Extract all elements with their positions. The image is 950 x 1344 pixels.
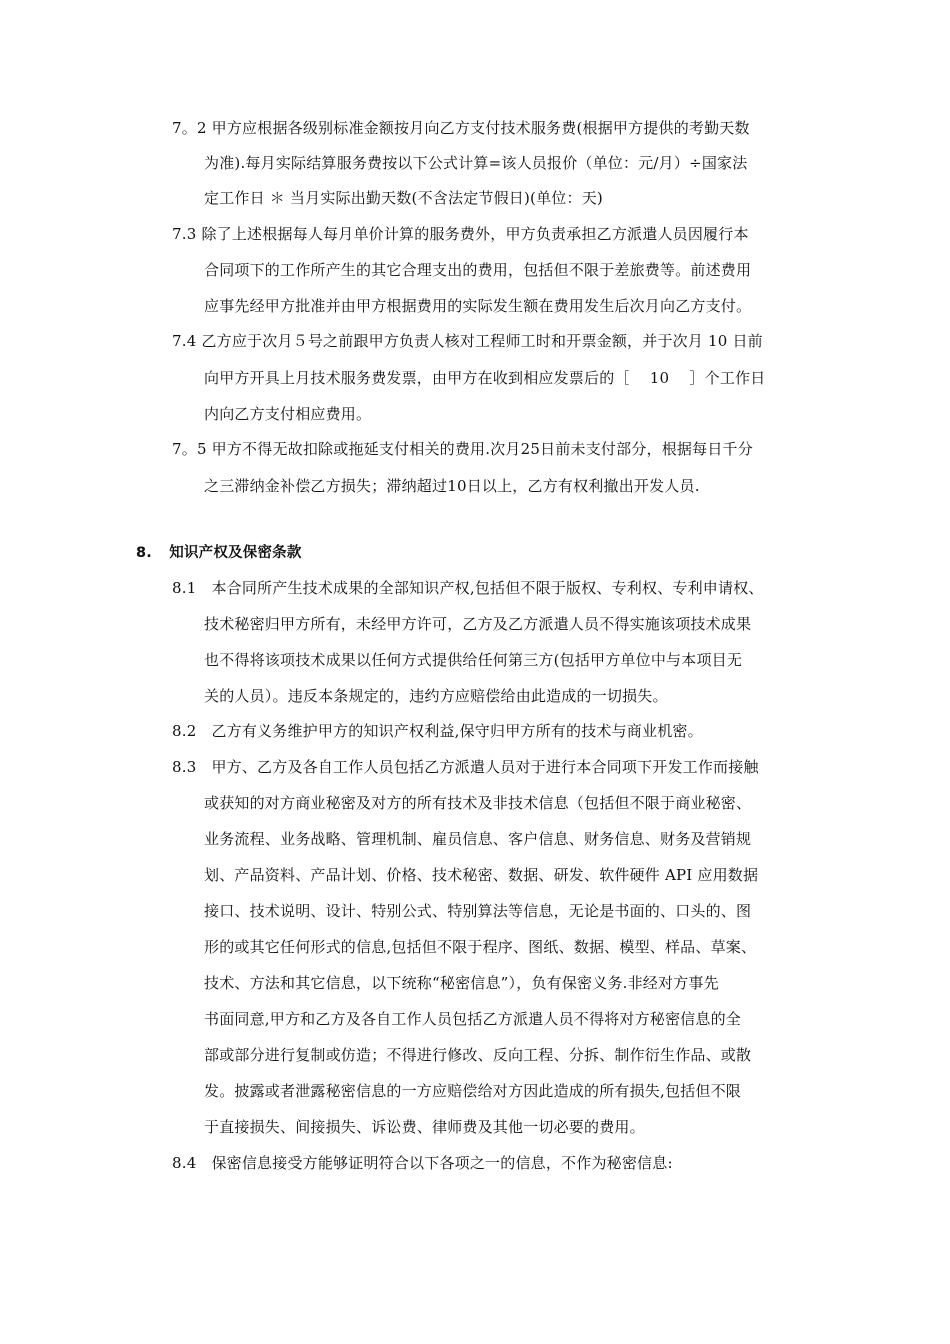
clause-number: 7.4 [172,332,197,350]
section-8-heading [136,543,302,563]
clause-8-3-line-8: 书面同意,甲方和乙方及各自工作人员包括乙方派遣人员不得将对方秘密信息的全 [204,1010,741,1028]
clause-number: 7.3 [172,225,197,243]
clause-number: 7。2 [172,119,207,137]
clause-8-3-line-4: 划、产品资料、产品计划、价格、技术秘密、数据、研发、软件硬件 API 应用数据 [204,866,759,884]
clause-7-2-line-1 [172,118,750,138]
clause-number: 8.3 [172,758,197,776]
section-title: 知识产权及保密条款 [169,545,302,561]
clause-8-1-line-1 [172,578,764,598]
clause-text: 甲方不得无故扣除或拖延支付相关的费用.次月25日前未支付部分，根据每日千分 [211,440,753,458]
clause-8-3-line-5: 接口、技术说明、设计、特别公式、特别算法等信息，无论是书面的、口头的、图 [204,902,752,920]
clause-text: 甲方应根据各级别标准金额按月向乙方支付技术服务费(根据甲方提供的考勤天数 [211,119,750,137]
clause-8-4-line-1 [172,1153,673,1173]
clause-text: 本合同所产生技术成果的全部知识产权,包括但不限于版权、专利权、专利申请权、 [211,579,764,597]
clause-text: 甲方、乙方及各自工作人员包括乙方派遣人员对于进行本合同项下开发工作而接触 [211,758,759,776]
clause-8-1-line-2: 技术秘密归甲方所有，未经甲方许可，乙方及乙方派遣人员不得实施该项技术成果 [204,615,752,633]
clause-7-2-line-3: 定工作日 ＊ 当月实际出勤天数(不含法定节假日)(单位：天) [204,189,603,207]
clause-text: 除了上述根据每人每月单价计算的服务费外，甲方负责承担乙方派遣人员因履行本 [201,225,749,243]
section-number: 8. [136,545,152,561]
clause-number: 8.4 [172,1154,197,1172]
clause-text: 乙方应于次月５号之前跟甲方负责人核对工程师工时和开票金额，并于次月 10 日前 [201,332,763,350]
clause-8-2-line-1 [172,721,703,741]
clause-number: 8.1 [172,579,197,597]
clause-7-2-line-2: 为准).每月实际结算服务费按以下公式计算=该人员报价（单位：元/月）÷国家法 [204,154,748,172]
clause-8-1-line-3: 也不得将该项技术成果以任何方式提供给任何第三方(包括甲方单位中与本项目无 [204,651,743,669]
clause-number: 8.2 [172,722,197,740]
clause-7-3-line-3: 应事先经甲方批准并由甲方根据费用的实际发生额在费用发生后次月向乙方支付。 [204,297,752,315]
clause-text: 乙方有义务维护甲方的知识产权利益,保守归甲方所有的技术与商业机密。 [211,722,703,740]
clause-8-3-line-9: 部或部分进行复制或仿造；不得进行修改、反向工程、分拆、制作衍生作品、或散 [204,1046,752,1064]
clause-7-5-line-2: 之三滞纳金补偿乙方损失；滞纳超过10日以上，乙方有权利撤出开发人员. [204,477,700,495]
clause-8-3-line-7: 技术、方法和其它信息，以下统称“秘密信息”），负有保密义务.非经对方事先 [204,974,719,992]
clause-8-3-line-11: 于直接损失、间接损失、诉讼费、律师费及其他一切必要的费用。 [204,1118,645,1136]
clause-7-3-line-2: 合同项下的工作所产生的其它合理支出的费用，包括但不限于差旅费等。前述费用 [204,261,752,279]
clause-text: 保密信息接受方能够证明符合以下各项之一的信息，不作为秘密信息: [211,1154,673,1172]
clause-8-3-line-10: 发。披露或者泄露秘密信息的一方应赔偿给对方因此造成的所有损失,包括但不限 [204,1082,741,1100]
clause-8-3-line-2: 或获知的对方商业秘密及对方的所有技术及非技术信息（包括但不限于商业秘密、 [204,794,752,812]
clause-7-5-line-1 [172,439,753,459]
clause-8-3-line-3: 业务流程、业务战略、管理机制、雇员信息、客户信息、财务信息、财务及营销规 [204,830,752,848]
clause-8-3-line-1 [172,757,759,777]
clause-8-3-line-6: 形的或其它任何形式的信息,包括但不限于程序、图纸、数据、模型、样品、草案、 [204,938,757,956]
clause-7-4-line-2: 向甲方开具上月技术服务费发票，由甲方在收到相应发票后的［ 10 ］个工作日 [204,369,766,387]
clause-7-3-line-1 [172,224,749,244]
clause-number: 7。5 [172,440,207,458]
clause-7-4-line-1 [172,331,763,351]
clause-7-4-line-3: 内向乙方支付相应费用。 [204,405,372,423]
clause-8-1-line-4: 关的人员）。违反本条规定的，违约方应赔偿给由此造成的一切损失。 [204,687,668,705]
